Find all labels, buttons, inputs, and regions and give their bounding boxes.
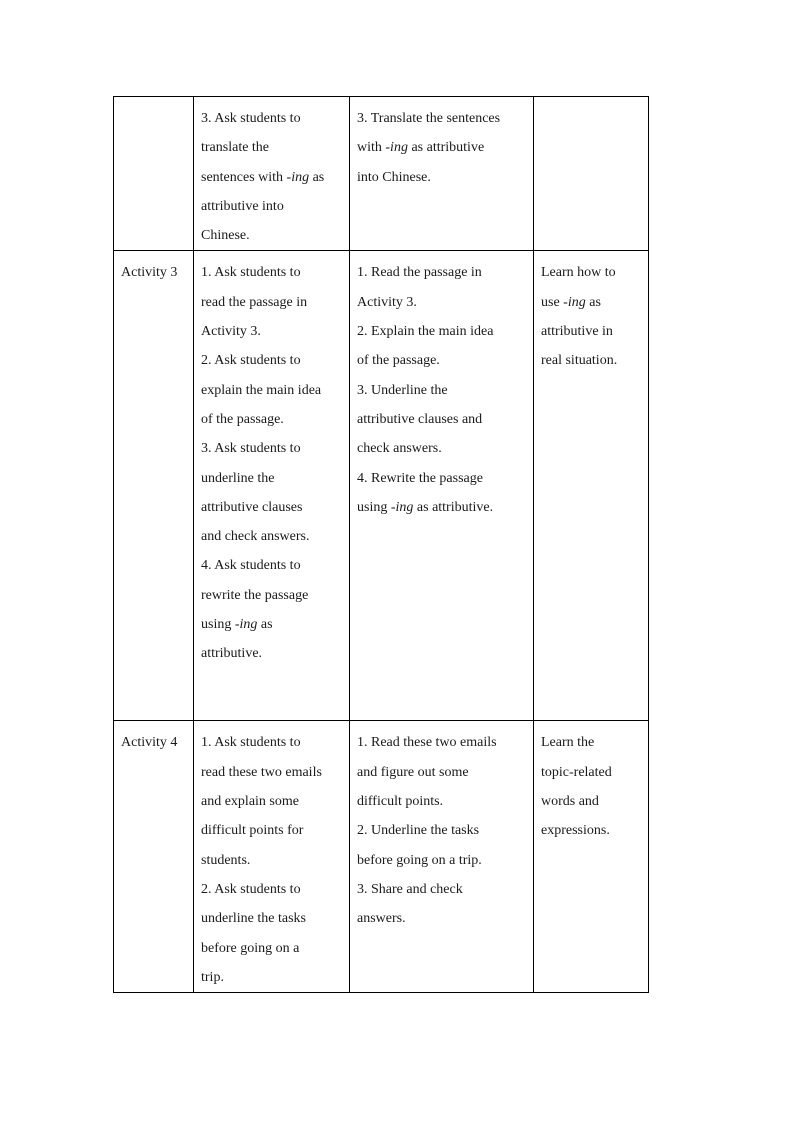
cell-line: using -ing as attributive. — [357, 499, 494, 515]
cell-line: 3. Ask students to — [201, 441, 301, 457]
cell-line: 1. Ask students to — [201, 265, 301, 281]
cell-line: Activity 3. — [357, 294, 417, 310]
activity-cell — [114, 721, 194, 993]
italic-term: -ing — [563, 294, 586, 310]
lesson-plan-table — [113, 96, 649, 993]
cell-line: answers. — [357, 911, 406, 927]
cell-line: check answers. — [357, 441, 442, 457]
cell-line: using -ing as — [201, 617, 273, 633]
cell-line: topic-related — [541, 764, 612, 780]
cell-line: words and — [541, 794, 599, 810]
cell-line: Learn the — [541, 735, 595, 751]
cell-line: sentences with -ing as — [201, 169, 325, 185]
cell-line: difficult points. — [357, 794, 444, 810]
cell-line: and check answers. — [201, 529, 310, 545]
activity-cell — [114, 251, 194, 721]
cell-line: and explain some — [201, 794, 299, 810]
cell-line: and figure out some — [357, 764, 469, 780]
cell-line: attributive clauses — [201, 499, 303, 515]
activity-label: Activity 3 — [121, 265, 178, 281]
italic-term: -ing — [385, 140, 408, 156]
cell-line: 1. Read these two emails — [357, 735, 497, 751]
cell-line: 3. Underline the — [357, 382, 448, 398]
cell-line: attributive clauses and — [357, 411, 483, 427]
cell-line: use -ing as — [541, 294, 601, 310]
cell-line: of the passage. — [357, 353, 440, 369]
teacher-activity-cell — [194, 721, 350, 993]
cell-line: expressions. — [541, 823, 610, 839]
table-row — [114, 251, 649, 721]
cell-line: attributive. — [201, 646, 263, 662]
cell-line: explain the main idea — [201, 382, 322, 398]
cell-line: before going on a trip. — [357, 852, 482, 868]
cell-line: attributive into — [201, 198, 284, 214]
cell-line: underline the — [201, 470, 275, 486]
student-activity-cell — [350, 251, 534, 721]
cell-line: 2. Explain the main idea — [357, 324, 494, 340]
cell-line: read these two emails — [201, 764, 322, 780]
cell-line: attributive in — [541, 324, 613, 340]
cell-line: trip. — [201, 969, 224, 985]
cell-line: 1. Ask students to — [201, 735, 301, 751]
purpose-cell — [534, 97, 649, 251]
italic-term: -ing — [390, 499, 414, 515]
italic-term: -ing — [234, 617, 258, 633]
table-row — [114, 97, 649, 251]
cell-line: 2. Ask students to — [201, 881, 301, 897]
cell-line: 3. Translate the sentences — [357, 111, 501, 126]
cell-line: 4. Ask students to — [201, 558, 301, 574]
cell-line: underline the tasks — [201, 911, 306, 927]
teacher-activity-cell — [194, 251, 350, 721]
purpose-cell — [534, 721, 649, 993]
cell-line: with -ing as attributive — [357, 140, 485, 156]
teacher-activity-cell — [194, 97, 350, 251]
table-row — [114, 721, 649, 993]
cell-line: 2. Underline the tasks — [357, 823, 480, 839]
cell-line: students. — [201, 852, 251, 868]
cell-line: rewrite the passage — [201, 587, 309, 603]
cell-line: translate the — [201, 140, 270, 156]
cell-line: Activity 3. — [201, 324, 261, 340]
cell-line: before going on a — [201, 940, 300, 956]
cell-line: 2. Ask students to — [201, 353, 301, 369]
cell-line: Learn how to — [541, 265, 616, 281]
cell-line: 3. Share and check — [357, 881, 463, 897]
activity-label: Activity 4 — [121, 735, 178, 751]
activity-cell — [114, 97, 194, 251]
cell-line: read the passage in — [201, 294, 308, 310]
cell-line: real situation. — [541, 353, 618, 369]
cell-line: Chinese. — [201, 228, 250, 244]
italic-term: -ing — [286, 169, 310, 185]
student-activity-cell — [350, 721, 534, 993]
cell-line: 3. Ask students to — [201, 111, 301, 126]
cell-line: into Chinese. — [357, 169, 431, 185]
cell-line: difficult points for — [201, 823, 304, 839]
purpose-cell — [534, 251, 649, 721]
cell-line: of the passage. — [201, 411, 284, 427]
cell-line: 4. Rewrite the passage — [357, 470, 483, 486]
student-activity-cell — [350, 97, 534, 251]
cell-line: 1. Read the passage in — [357, 265, 482, 281]
